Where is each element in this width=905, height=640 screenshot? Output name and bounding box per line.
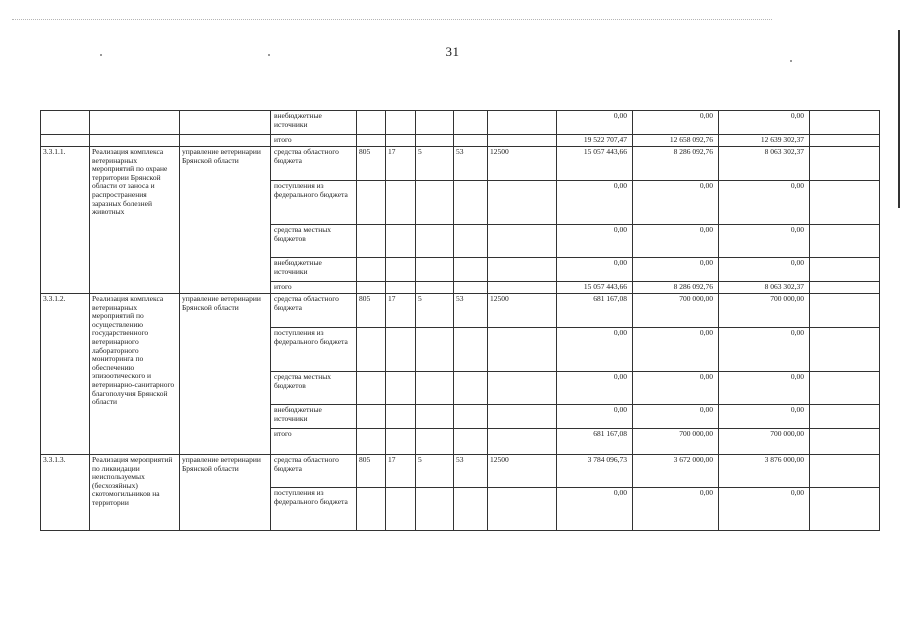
total-2019: 681 167,08	[557, 429, 633, 455]
value-2021: 8 063 302,37	[719, 147, 810, 181]
code-om: 53	[454, 455, 488, 488]
code-nr: 12500	[488, 147, 557, 181]
value-2019: 0,00	[557, 488, 633, 531]
code-om: 53	[454, 294, 488, 328]
value-2019: 15 057 443,66	[557, 147, 633, 181]
total-2019: 19 522 707,47	[557, 135, 633, 147]
value-2019: 0,00	[557, 405, 633, 429]
value-2020: 0,00	[633, 258, 719, 282]
table-row	[41, 135, 880, 147]
page-number: 31	[445, 44, 460, 59]
value-2020: 8 286 092,76	[633, 147, 719, 181]
source-label: средства областного бюджета	[271, 455, 357, 488]
source-label: поступления из федерального бюджета	[271, 488, 357, 531]
value-2020: 0,00	[633, 181, 719, 225]
code-nr: 12500	[488, 294, 557, 328]
code-nr: 12500	[488, 455, 557, 488]
value-2021: 0,00	[719, 258, 810, 282]
budget-table	[40, 110, 880, 531]
table-row	[41, 147, 880, 181]
total-2019: 15 057 443,66	[557, 282, 633, 294]
code-om: 53	[454, 147, 488, 181]
value-2021: 0,00	[719, 181, 810, 225]
table-row	[41, 111, 880, 135]
total-2020: 12 658 092,76	[633, 135, 719, 147]
total-label: итого	[271, 282, 357, 294]
code-grbs: 805	[357, 294, 386, 328]
source-label: средства местных бюджетов	[271, 372, 357, 405]
measure-title: Реализация мероприятий по ликвидации неиспользуемых (бесхозяйных) скотомогильников на территории	[90, 455, 180, 531]
source-label: средства областного бюджета	[271, 294, 357, 328]
value-2019: 0,00	[557, 258, 633, 282]
value-2020: 0,00	[633, 328, 719, 372]
total-2021: 700 000,00	[719, 429, 810, 455]
scan-noise	[12, 19, 772, 22]
measure-code: 3.3.1.2.	[41, 294, 90, 455]
code-gp: 17	[386, 294, 416, 328]
code-pgp: 5	[416, 455, 454, 488]
source-label: внебюджетные источники	[271, 258, 357, 282]
source-label: средства местных бюджетов	[271, 225, 357, 258]
total-2020: 700 000,00	[633, 429, 719, 455]
measure-executor: управление ветеринарии Брянской области	[180, 455, 271, 531]
code-gp: 17	[386, 147, 416, 181]
value-2021: 0,00	[719, 328, 810, 372]
value-2020: 0,00	[633, 372, 719, 405]
source-label: поступления из федерального бюджета	[271, 181, 357, 225]
value-2021: 0,00	[719, 405, 810, 429]
value-2020: 700 000,00	[633, 294, 719, 328]
table-row	[41, 294, 880, 328]
value-2020: 3 672 000,00	[633, 455, 719, 488]
total-2021: 8 063 302,37	[719, 282, 810, 294]
code-gp: 17	[386, 455, 416, 488]
value-2019: 681 167,08	[557, 294, 633, 328]
value-2019: 0,00	[557, 225, 633, 258]
total-label: итого	[271, 429, 357, 455]
value-2019: 3 784 096,73	[557, 455, 633, 488]
code-pgp: 5	[416, 294, 454, 328]
value-2021: 700 000,00	[719, 294, 810, 328]
code-grbs: 805	[357, 455, 386, 488]
scan-speck	[790, 60, 792, 62]
measure-code: 3.3.1.1.	[41, 147, 90, 294]
measure-executor: управление ветеринарии Брянской области	[180, 147, 271, 294]
value-2021: 0,00	[719, 111, 810, 135]
code-pgp: 5	[416, 147, 454, 181]
source-label: внебюджетные источники	[271, 111, 357, 135]
measure-code: 3.3.1.3.	[41, 455, 90, 531]
source-label: внебюджетные источники	[271, 405, 357, 429]
value-2019: 0,00	[557, 111, 633, 135]
executor-cell	[180, 111, 271, 135]
total-2021: 12 639 302,37	[719, 135, 810, 147]
total-label: итого	[271, 135, 357, 147]
table-row	[41, 455, 880, 488]
source-label: поступления из федерального бюджета	[271, 328, 357, 372]
measure-title: Реализация комплекса ветеринарных мероприятий по охране территории Брянской области от заноса и распространения заразных болезней животных	[90, 147, 180, 294]
value-2021: 0,00	[719, 225, 810, 258]
value-2021: 3 876 000,00	[719, 455, 810, 488]
code-grbs: 805	[357, 147, 386, 181]
measure-title: Реализация комплекса ветеринарных мероприятий по осуществлению государственного ветеринарного лабораторного мониторинга по обеспечению эпизоотического и ветеринарно-санитарного благополучия Брянской области	[90, 294, 180, 455]
value-2019: 0,00	[557, 328, 633, 372]
value-2020: 0,00	[633, 225, 719, 258]
value-2021: 0,00	[719, 372, 810, 405]
code-cell	[41, 111, 90, 135]
value-2019: 0,00	[557, 181, 633, 225]
measure-executor: управление ветеринарии Брянской области	[180, 294, 271, 455]
value-2020: 0,00	[633, 405, 719, 429]
title-cell	[90, 111, 180, 135]
value-2020: 0,00	[633, 111, 719, 135]
value-2019: 0,00	[557, 372, 633, 405]
total-2020: 8 286 092,76	[633, 282, 719, 294]
value-2021: 0,00	[719, 488, 810, 531]
source-label: средства областного бюджета	[271, 147, 357, 181]
value-2020: 0,00	[633, 488, 719, 531]
